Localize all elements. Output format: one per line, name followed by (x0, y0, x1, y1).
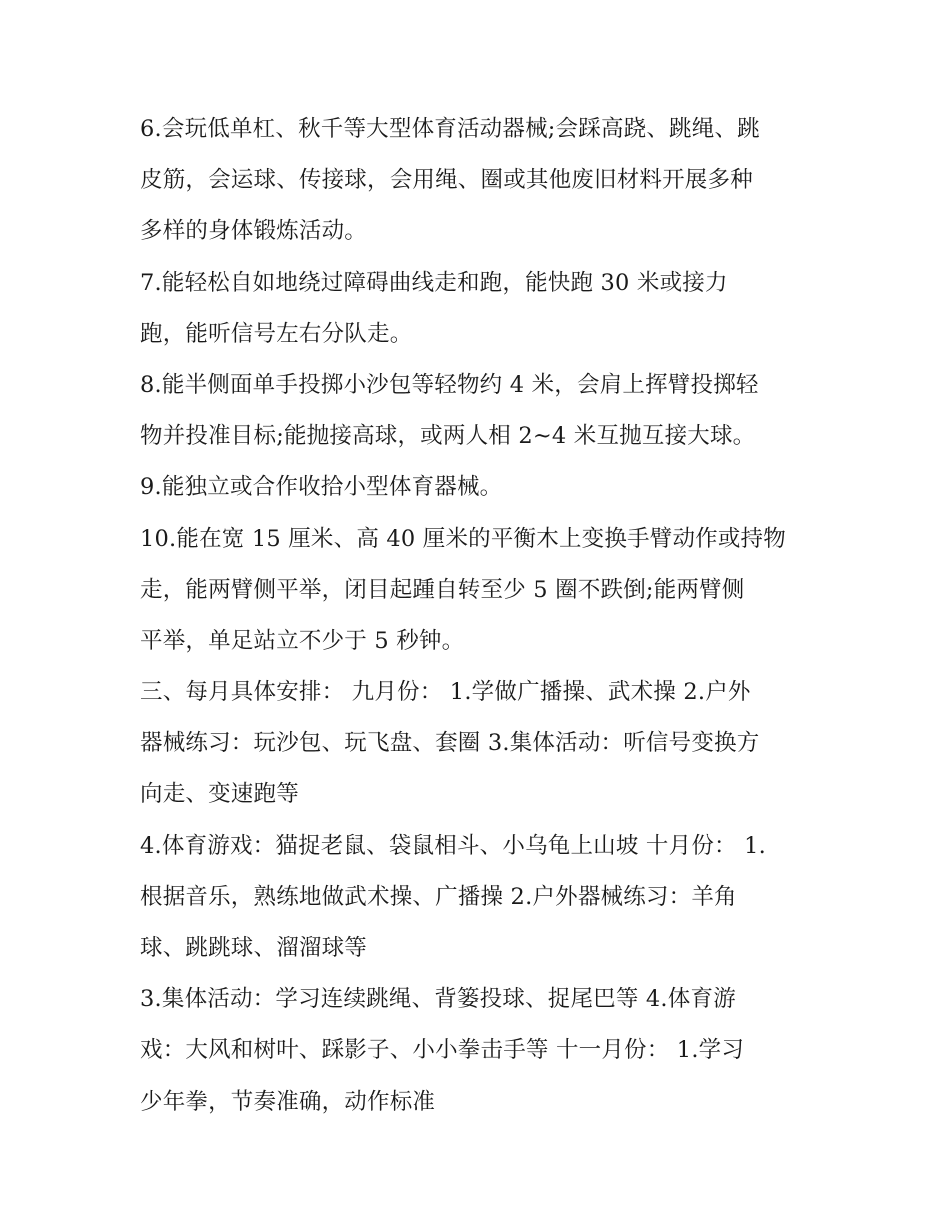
text-line: 球、跳跳球、溜溜球等 (140, 935, 368, 961)
text-line: 7.能轻松自如地绕过障碍曲线走和跑，能快跑 30 米或接力 (140, 269, 728, 296)
text-line: 6.会玩低单杠、秋千等大型体育活动器械;会踩高跷、跳绳、跳 (140, 116, 760, 142)
document-body (140, 104, 820, 1128)
text-line: 10.能在宽 15 厘米、高 40 厘米的平衡木上变换手臂动作或持物 (140, 525, 786, 552)
text-line: 3.集体活动：学习连续跳绳、背篓投球、捉尾巴等 4.体育游 (140, 986, 736, 1013)
text-line: 皮筋，会运球、传接球，会用绳、圈或其他废旧材料开展多种 (140, 167, 753, 194)
text-line: 戏：大风和树叶、踩影子、小小拳击手等 十一月份： 1.学习 (140, 1037, 745, 1064)
text-line: 多样的身体锻炼活动。 (140, 218, 368, 245)
text-line: 向走、变速跑等 (140, 781, 299, 808)
text-line: 器械练习：玩沙包、玩飞盘、套圈 3.集体活动：听信号变换方 (140, 730, 760, 757)
text-line: 根据音乐，熟练地做武术操、广播操 2.户外器械练习：羊角 (140, 883, 737, 910)
text-line: 三、每月具体安排： 九月份： 1.学做广播操、武术操 2.户外 (140, 679, 751, 706)
text-line: 物并投准目标;能抛接高球，或两人相 2~4 米互抛互接大球。 (140, 423, 756, 450)
text-line: 9.能独立或合作收拾小型体育器械。 (140, 474, 503, 501)
text-line: 跑，能听信号左右分队走。 (140, 320, 413, 347)
text-line: 平举，单足站立不少于 5 秒钟。 (140, 627, 465, 654)
text-line: 少年拳，节奏准确，动作标准 (140, 1088, 436, 1115)
text-line: 8.能半侧面单手投掷小沙包等轻物约 4 米，会肩上挥臂投掷轻 (140, 371, 759, 398)
text-line: 4.体育游戏：猫捉老鼠、袋鼠相斗、小乌龟上山坡 十月份： 1. (140, 832, 766, 859)
text-line: 走，能两臂侧平举，闭目起踵自转至少 5 圈不跌倒;能两臂侧 (140, 576, 745, 603)
